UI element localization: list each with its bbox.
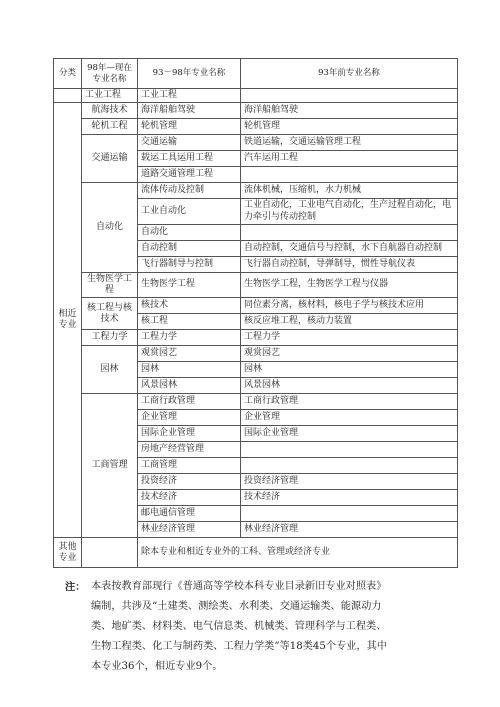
- group-name-cell: 园林: [82, 346, 138, 394]
- major-93-98-cell: 技术经济: [138, 490, 241, 506]
- table-row: [54, 135, 458, 151]
- major-93-98-cell: 邮电通信管理: [138, 506, 241, 522]
- major-before93-cell: 核反应堆工程，核动力装置: [241, 314, 458, 330]
- major-before93-cell: 技术经济: [241, 490, 458, 506]
- table-row: [54, 298, 458, 314]
- core-major-row: [54, 89, 458, 103]
- major-before93-cell: 生物医学工程，生物医学工程与仪器: [241, 272, 458, 298]
- footnote-line: 类、地矿类、材料类、电气信息类、机械类、管理科学与工程类、: [91, 621, 387, 632]
- major-before93-cell: 国际企业管理: [241, 426, 458, 442]
- major-before93-cell: 工程力学: [241, 330, 458, 346]
- major-comparison-table: [53, 58, 458, 568]
- group-name-cell: 生物医学工程: [82, 272, 138, 298]
- major-93-98-cell: 风景园林: [138, 378, 241, 394]
- major-before93-cell: [241, 167, 458, 183]
- footnote-label: 注：: [65, 581, 86, 593]
- major-93-98-cell: 工程力学: [138, 330, 241, 346]
- major-before93-cell: 园林: [241, 362, 458, 378]
- core-93-98-cell: 工业工程: [138, 89, 241, 103]
- major-93-98-cell: 生物医学工程: [138, 272, 241, 298]
- major-93-98-cell: 林业经济管理: [138, 522, 241, 538]
- major-before93-cell: 轮机管理: [241, 119, 458, 135]
- major-before93-cell: 同位素分离，核材料，核电子学与核技术应用: [241, 298, 458, 314]
- header-since98: 98年—现在专业名称: [82, 59, 138, 89]
- major-before93-cell: 工业自动化，工业电气自动化，生产过程自动化，电力牵引与传动控制: [241, 199, 458, 225]
- table-header-row: [54, 59, 458, 89]
- group-name-cell: 工程力学: [82, 330, 138, 346]
- major-93-98-cell: 工商管理: [138, 458, 241, 474]
- group-name-cell: 自动化: [82, 183, 138, 273]
- major-before93-cell: [241, 224, 458, 240]
- major-93-98-cell: 海洋船舶驾驶: [138, 103, 241, 119]
- major-before93-cell: 企业管理: [241, 410, 458, 426]
- major-before93-cell: 流体机械，压缩机，水力机械: [241, 183, 458, 199]
- table-row: [54, 183, 458, 199]
- major-before93-cell: 林业经济管理: [241, 522, 458, 538]
- footnote-line: 本专业36个，相近专业9个。: [91, 661, 223, 672]
- major-93-98-cell: 观赏园艺: [138, 346, 241, 362]
- table-row: [54, 394, 458, 410]
- footnote-line: 生物工程类、化工与制药类、工程力学类”等18类45个专业，其中: [91, 641, 388, 652]
- header-category: 分类: [54, 59, 82, 89]
- major-93-98-cell: 工业自动化: [138, 199, 241, 225]
- major-93-98-cell: 房地产经营管理: [138, 442, 241, 458]
- table-row: [54, 346, 458, 362]
- major-93-98-cell: 道路交通管理工程: [138, 167, 241, 183]
- major-93-98-cell: 核技术: [138, 298, 241, 314]
- major-before93-cell: [241, 442, 458, 458]
- major-93-98-cell: 飞行器制导与控制: [138, 256, 241, 272]
- major-93-98-cell: 企业管理: [138, 410, 241, 426]
- header-before93: 93年前专业名称: [241, 59, 458, 89]
- major-93-98-cell: 交通运输: [138, 135, 241, 151]
- major-before93-cell: 海洋船舶驾驶: [241, 103, 458, 119]
- major-before93-cell: [241, 458, 458, 474]
- major-before93-cell: 飞行器自动控制，导弹制导，惯性导航仪表: [241, 256, 458, 272]
- table-row: [54, 330, 458, 346]
- group-name-cell: 核工程与核技术: [82, 298, 138, 330]
- core-category-cell: [54, 89, 82, 103]
- major-before93-cell: 投资经济管理: [241, 474, 458, 490]
- table-row: [54, 119, 458, 135]
- major-before93-cell: 汽车运用工程: [241, 151, 458, 167]
- major-before93-cell: [241, 506, 458, 522]
- footnote-line: 编制，共涉及“土建类、测绘类、水利类、交通运输类、能源动力: [91, 601, 382, 612]
- footnote-line: 本表按教育部现行《普通高等学校本科专业目录新旧专业对照表》: [91, 581, 387, 592]
- major-before93-cell: 自动控制，交通信号与控制，水下自航器自动控制: [241, 240, 458, 256]
- header-93-98: 93－98年专业名称: [138, 59, 241, 89]
- major-93-98-cell: 载运工具运用工程: [138, 151, 241, 167]
- category-other-cell: 其他专业: [54, 538, 82, 568]
- major-before93-cell: 工商行政管理: [241, 394, 458, 410]
- major-before93-cell: 铁道运输，交通运输管理工程: [241, 135, 458, 151]
- major-93-98-cell: 流体传动及控制: [138, 183, 241, 199]
- major-93-98-cell: 核工程: [138, 314, 241, 330]
- major-93-98-cell: 投资经济: [138, 474, 241, 490]
- major-93-98-cell: 国际企业管理: [138, 426, 241, 442]
- group-name-cell: 工商管理: [82, 394, 138, 538]
- group-name-cell: 交通运输: [82, 135, 138, 183]
- table-row: [54, 103, 458, 119]
- major-93-98-cell: 轮机管理: [138, 119, 241, 135]
- major-93-98-cell: 园林: [138, 362, 241, 378]
- category-near-cell: 相近专业: [54, 103, 82, 538]
- major-93-98-cell: 自动控制: [138, 240, 241, 256]
- major-93-98-cell: 工商行政管理: [138, 394, 241, 410]
- other-majors-row: [54, 538, 458, 568]
- table-row: [54, 272, 458, 298]
- major-before93-cell: 观赏园艺: [241, 346, 458, 362]
- core-since98-cell: 工业工程: [82, 89, 138, 103]
- major-before93-cell: 风景园林: [241, 378, 458, 394]
- other-blank-cell: [82, 538, 138, 568]
- group-name-cell: 轮机工程: [82, 119, 138, 135]
- core-before93-cell: [241, 89, 458, 103]
- other-description-cell: 除本专业和相近专业外的工科、管理或经济专业: [138, 538, 458, 568]
- footnote-text: [91, 577, 455, 677]
- footnote: [65, 577, 455, 677]
- table-body: [54, 89, 458, 568]
- major-93-98-cell: 自动化: [138, 224, 241, 240]
- group-name-cell: 航海技术: [82, 103, 138, 119]
